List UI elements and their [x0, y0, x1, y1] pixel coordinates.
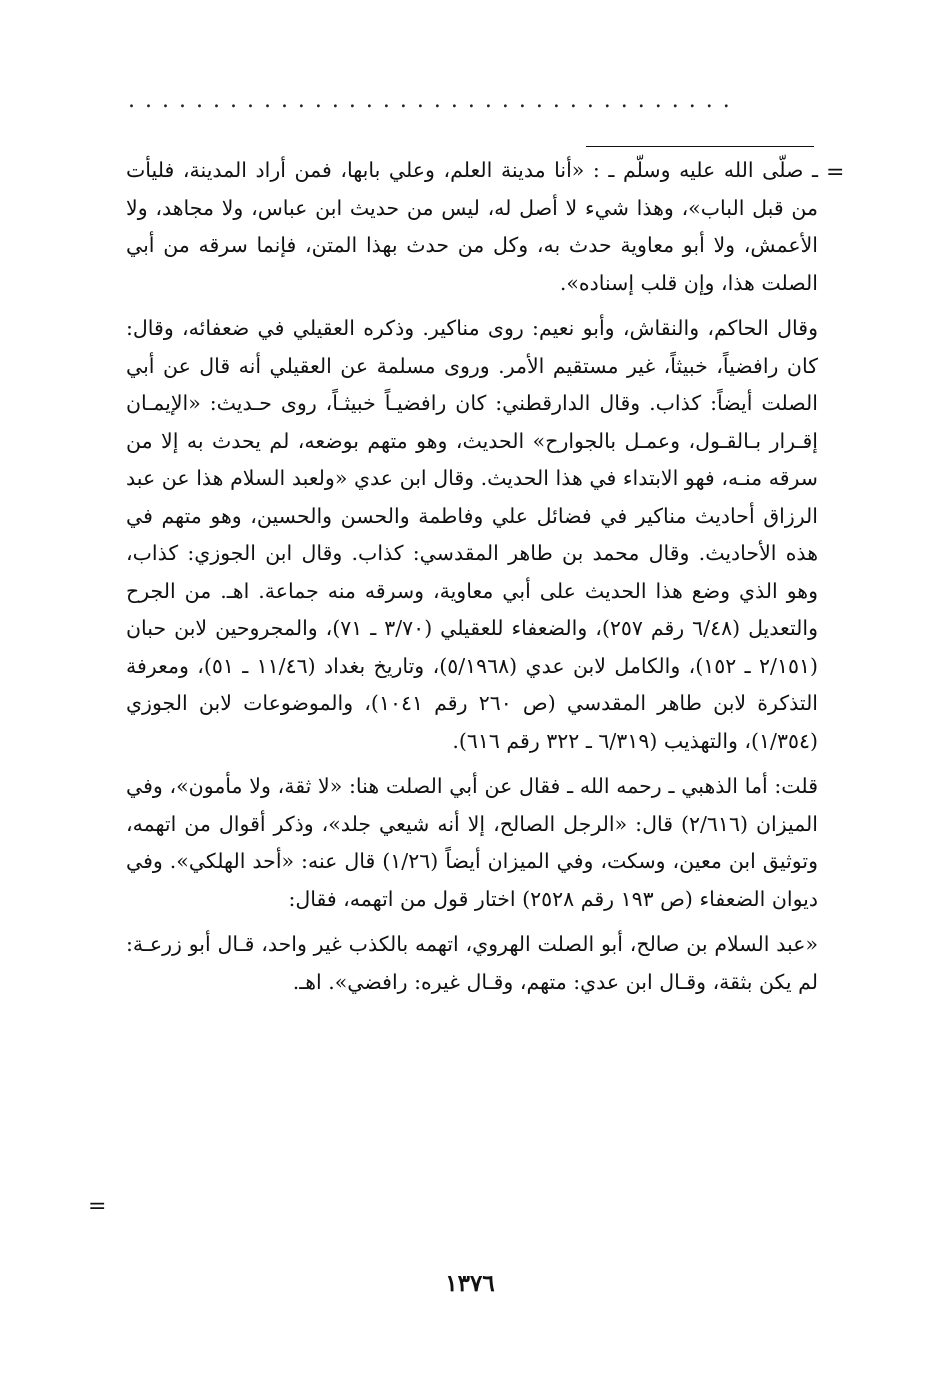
paragraph-2: وقال الحاكم، والنقاش، وأبو نعيم: روى مناكير. وذكره العقيلي في ضعفائه، وقال: كان رافضياً، خبيثاً، غير مستقيم الأمر. وروى مسلمة عن العقيلي أنه قال عن أبي الصلت أيضاً: كذاب. وقال الدارقطني: كان رافضيـاً خبيثـاً، روى حـديث: «الإيمـان إقـرار بـالقـول، وعمـل بالجوارح» الحديث، وهو متهم بوضعه، لم يحدث به إلا من سرقه منـه، فهو الابتداء في هذا الحديث. وقال ابن عدي «ولعبد السلام هذا عن عبد الرزاق أحاديث مناكير في فضائل علي وفاطمة والحسن والحسين، وهو متهم في هذه الأحاديث. وقال محمد بن طاهر المقدسي: كذاب. وقال ابن الجوزي: كذاب، وهو الذي وضع هذا الحديث على أبي معاوية، وسرقه منه جماعة. اهـ. من الجرح والتعديل (٦/٤٨ رقم ٢٥٧)، والضعفاء للعقيلي (٣/٧٠ ـ ٧١)، والمجروحين لابن حبان (٢/١٥١ ـ ١٥٢)، والكامل لابن عدي (٥/١٩٦٨)، وتاريخ بغداد (١١/٤٦ ـ ٥١)، ومعرفة التذكرة لابن طاهر المقدسي (ص ٢٦٠ رقم ١٠٤١)، والموضوعات لابن الجوزي (١/٣٥٤)، والتهذيب (٦/٣١٩ ـ ٣٢٢ رقم ٦١٦). — [126, 316, 819, 753]
footnote-separator-rule — [586, 146, 814, 147]
continuation-marker-bottom: = — [88, 1194, 107, 1219]
continuation-marker-top: = — [826, 160, 845, 185]
page-number: ١٣٧٦ — [445, 1270, 495, 1297]
paragraph-3: قلت: أما الذهبي ـ رحمه الله ـ فقال عن أبي الصلت هنا: «لا ثقة، ولا مأمون»، وفي الميزان (٢/٦١٦) قال: «الرجل الصالح، إلا أنه شيعي جلد»، وذكر أقوال من اتهمه، وتوثيق ابن معين، وسكت، وفي الميزان أيضاً (١/٢٦) قال عنه: «أحد الهلكي». وفي ديوان الضعفاء (ص ١٩٣ رقم ٢٥٢٨) اختار قول من اتهمه، فقال: — [126, 774, 818, 911]
header-dotted-line: .................................... — [128, 88, 740, 113]
paragraph-4: «عبد السلام بن صالح، أبو الصلت الهروي، اتهمه بالكذب غير واحد، قـال أبو زرعـة: لم يكن بثقة، وقـال ابن عدي: متهم، وقـال غيره: رافضي». اهـ. — [126, 932, 818, 994]
footnote-text-block — [126, 152, 818, 1009]
paragraph-1: ـ صلّى الله عليه وسلّم ـ : «أنا مدينة العلم، وعلي بابها، فمن أراد المدينة، فليأت من قبل الباب»، وهذا شيء لا أصل له، ليس من حديث ابن عباس، ولا مجاهد، ولا الأعمش، ولا أبو معاوية حدث به، وكل من حدث بهذا المتن، فإنما سرقه من أبي الصلت هذا، وإن قلب إسناده». — [126, 158, 818, 295]
